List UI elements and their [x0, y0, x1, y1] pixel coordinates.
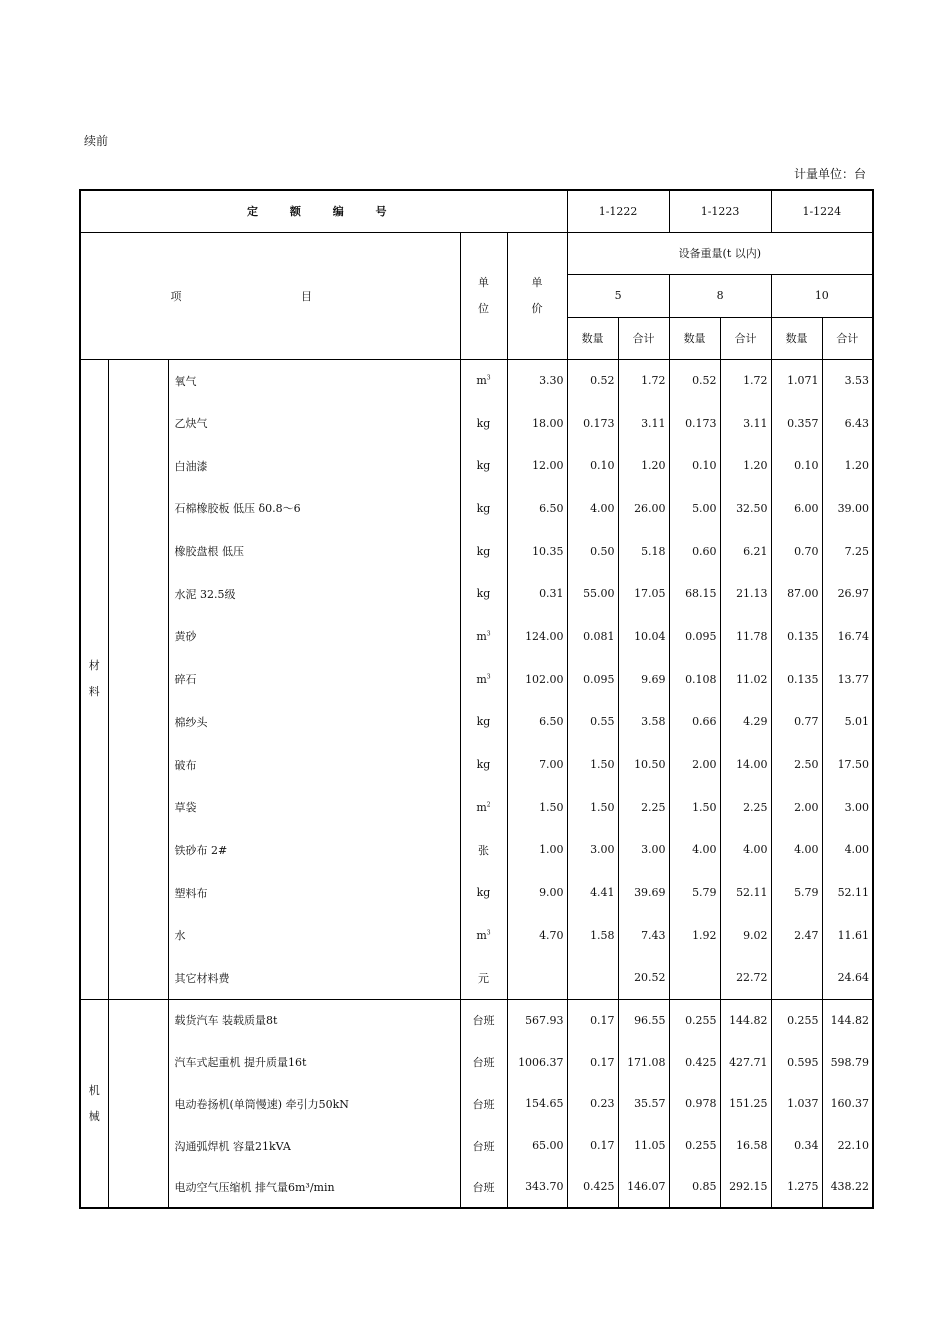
- item-price: 18.00: [507, 402, 567, 445]
- sum-5: 7.43: [618, 914, 669, 957]
- item-name: 电动空气压缩机 排气量6m³/min: [168, 1167, 460, 1209]
- sum-8: 1.20: [720, 444, 771, 487]
- qty-header: 数量: [567, 317, 618, 359]
- quota-number-header: 定 额 编 号: [80, 190, 567, 232]
- weight-8: 8: [669, 274, 771, 317]
- item-unit: $m^2$: [460, 786, 507, 829]
- sum-5: 26.00: [618, 487, 669, 530]
- sum-10: 144.82: [822, 999, 873, 1041]
- item-name: 塑料布: [168, 871, 460, 914]
- sum-header: 合计: [618, 317, 669, 359]
- sum-8: 22.72: [720, 957, 771, 1000]
- sum-10: 52.11: [822, 871, 873, 914]
- sum-10: 3.53: [822, 359, 873, 402]
- item-unit: $m^3$: [460, 658, 507, 701]
- sum-8: 1.72: [720, 359, 771, 402]
- item-name: 乙炔气: [168, 402, 460, 445]
- qty-8: 0.173: [669, 402, 720, 445]
- price-header: 单 价: [507, 232, 567, 359]
- item-name: 石棉橡胶板 低压 δ0.8～6: [168, 487, 460, 530]
- sum-5: 10.04: [618, 615, 669, 658]
- sum-5: 5.18: [618, 530, 669, 573]
- item-name: 沟通弧焊机 容量21kVA: [168, 1125, 460, 1167]
- table-row: [80, 999, 873, 1041]
- sum-10: 1.20: [822, 444, 873, 487]
- qty-10: 0.70: [771, 530, 822, 573]
- item-price: 4.70: [507, 914, 567, 957]
- qty-10: 0.34: [771, 1125, 822, 1167]
- item-name: 橡胶盘根 低压: [168, 530, 460, 573]
- sum-5: 39.69: [618, 871, 669, 914]
- sum-10: 13.77: [822, 658, 873, 701]
- sum-10: 3.00: [822, 786, 873, 829]
- table-row: [80, 487, 873, 530]
- table-row: [80, 1125, 873, 1167]
- table-row: [80, 743, 873, 786]
- table-row: [80, 530, 873, 573]
- sum-8: 144.82: [720, 999, 771, 1041]
- table-row: [80, 1167, 873, 1209]
- item-price: 0.31: [507, 572, 567, 615]
- qty-8: 0.52: [669, 359, 720, 402]
- item-price: 7.00: [507, 743, 567, 786]
- qty-5: 0.17: [567, 1125, 618, 1167]
- sum-5: 1.72: [618, 359, 669, 402]
- item-price: 1.50: [507, 786, 567, 829]
- item-name: 草袋: [168, 786, 460, 829]
- sum-5: 96.55: [618, 999, 669, 1041]
- sum-8: 32.50: [720, 487, 771, 530]
- sum-5: 3.00: [618, 829, 669, 872]
- sum-10: 26.97: [822, 572, 873, 615]
- sum-8: 11.02: [720, 658, 771, 701]
- qty-8: 0.60: [669, 530, 720, 573]
- qty-10: 1.037: [771, 1083, 822, 1125]
- table-row: [80, 914, 873, 957]
- item-name: 破布: [168, 743, 460, 786]
- item-price: 65.00: [507, 1125, 567, 1167]
- sum-10: 438.22: [822, 1167, 873, 1209]
- item-unit: 台班: [460, 999, 507, 1041]
- table-row: [80, 957, 873, 1000]
- qty-5: 0.17: [567, 999, 618, 1041]
- sum-header: 合计: [720, 317, 771, 359]
- sum-8: 16.58: [720, 1125, 771, 1167]
- item-name: 载货汽车 装载质量8t: [168, 999, 460, 1041]
- qty-10: 2.50: [771, 743, 822, 786]
- item-price: 3.30: [507, 359, 567, 402]
- item-price: 1006.37: [507, 1041, 567, 1083]
- table-row: [80, 1083, 873, 1125]
- item-unit: 台班: [460, 1125, 507, 1167]
- sum-5: 9.69: [618, 658, 669, 701]
- item-name: 氧气: [168, 359, 460, 402]
- qty-8: 2.00: [669, 743, 720, 786]
- table-row: [80, 829, 873, 872]
- item-price: [507, 957, 567, 1000]
- qty-10: 87.00: [771, 572, 822, 615]
- item-unit: kg: [460, 701, 507, 744]
- sum-5: 35.57: [618, 1083, 669, 1125]
- item-name: 白油漆: [168, 444, 460, 487]
- qty-10: 0.135: [771, 615, 822, 658]
- qty-8: 5.00: [669, 487, 720, 530]
- code-3: 1-1224: [771, 190, 873, 232]
- item-unit: kg: [460, 444, 507, 487]
- sum-8: 6.21: [720, 530, 771, 573]
- item-price: 9.00: [507, 871, 567, 914]
- qty-5: 1.50: [567, 743, 618, 786]
- sum-10: 24.64: [822, 957, 873, 1000]
- qty-10: 6.00: [771, 487, 822, 530]
- sum-10: 7.25: [822, 530, 873, 573]
- qty-5: 0.173: [567, 402, 618, 445]
- table-row: [80, 658, 873, 701]
- qty-8: 0.10: [669, 444, 720, 487]
- item-price: 124.00: [507, 615, 567, 658]
- qty-5: 3.00: [567, 829, 618, 872]
- sum-5: 17.05: [618, 572, 669, 615]
- table-row: [80, 1041, 873, 1083]
- qty-5: 0.17: [567, 1041, 618, 1083]
- qty-8: 0.66: [669, 701, 720, 744]
- item-price: 10.35: [507, 530, 567, 573]
- sum-10: 5.01: [822, 701, 873, 744]
- item-unit: 张: [460, 829, 507, 872]
- item-price: 6.50: [507, 487, 567, 530]
- sum-8: 9.02: [720, 914, 771, 957]
- qty-10: 4.00: [771, 829, 822, 872]
- qty-5: [567, 957, 618, 1000]
- sum-10: 17.50: [822, 743, 873, 786]
- code-2: 1-1223: [669, 190, 771, 232]
- item-name: 铁砂布 2#: [168, 829, 460, 872]
- qty-5: 1.50: [567, 786, 618, 829]
- code-1: 1-1222: [567, 190, 669, 232]
- qty-5: 0.55: [567, 701, 618, 744]
- materials-category-label: 材 料: [80, 359, 108, 999]
- qty-5: 0.425: [567, 1167, 618, 1209]
- item-price: 1.00: [507, 829, 567, 872]
- qty-header: 数量: [771, 317, 822, 359]
- item-header: 项 目: [80, 232, 460, 359]
- sum-8: 151.25: [720, 1083, 771, 1125]
- sum-5: 171.08: [618, 1041, 669, 1083]
- qty-8: 68.15: [669, 572, 720, 615]
- item-unit: kg: [460, 572, 507, 615]
- weight-10: 10: [771, 274, 873, 317]
- sum-8: 3.11: [720, 402, 771, 445]
- qty-5: 0.081: [567, 615, 618, 658]
- item-price: 12.00: [507, 444, 567, 487]
- table-row: [80, 615, 873, 658]
- item-unit: 元: [460, 957, 507, 1000]
- qty-8: 0.255: [669, 1125, 720, 1167]
- item-unit: $m^3$: [460, 615, 507, 658]
- table-row: [80, 786, 873, 829]
- unit-header: 单 位: [460, 232, 507, 359]
- qty-10: 2.47: [771, 914, 822, 957]
- qty-8: 0.425: [669, 1041, 720, 1083]
- item-unit: $m^3$: [460, 914, 507, 957]
- qty-10: 0.10: [771, 444, 822, 487]
- item-name: 碎石: [168, 658, 460, 701]
- qty-10: 5.79: [771, 871, 822, 914]
- item-name: 棉纱头: [168, 701, 460, 744]
- sum-5: 3.11: [618, 402, 669, 445]
- continued-label: 续前: [84, 134, 109, 148]
- qty-10: 2.00: [771, 786, 822, 829]
- qty-5: 0.50: [567, 530, 618, 573]
- item-price: 567.93: [507, 999, 567, 1041]
- item-unit: kg: [460, 871, 507, 914]
- table-row: [80, 359, 873, 402]
- qty-5: 0.095: [567, 658, 618, 701]
- sum-8: 4.29: [720, 701, 771, 744]
- item-price: 154.65: [507, 1083, 567, 1125]
- item-unit: 台班: [460, 1083, 507, 1125]
- sum-8: 21.13: [720, 572, 771, 615]
- weight-group-header: 设备重量(t 以内): [567, 232, 873, 274]
- qty-5: 55.00: [567, 572, 618, 615]
- item-name: 水泥 32.5级: [168, 572, 460, 615]
- item-name: 黄砂: [168, 615, 460, 658]
- qty-8: 0.85: [669, 1167, 720, 1209]
- item-unit: 台班: [460, 1041, 507, 1083]
- item-unit: kg: [460, 743, 507, 786]
- qty-10: 0.135: [771, 658, 822, 701]
- qty-8: 1.50: [669, 786, 720, 829]
- sum-5: 2.25: [618, 786, 669, 829]
- materials-subcategory: [108, 359, 168, 999]
- sum-5: 1.20: [618, 444, 669, 487]
- table-row: [80, 444, 873, 487]
- unit-label: 计量单位：台: [793, 167, 866, 181]
- table-row: [80, 871, 873, 914]
- weight-5: 5: [567, 274, 669, 317]
- item-name: 其它材料费: [168, 957, 460, 1000]
- sum-10: 598.79: [822, 1041, 873, 1083]
- qty-5: 4.41: [567, 871, 618, 914]
- item-name: 水: [168, 914, 460, 957]
- item-price: 343.70: [507, 1167, 567, 1209]
- qty-8: 1.92: [669, 914, 720, 957]
- qty-8: 0.978: [669, 1083, 720, 1125]
- qty-5: 0.52: [567, 359, 618, 402]
- qty-10: 0.357: [771, 402, 822, 445]
- qty-10: 1.275: [771, 1167, 822, 1209]
- qty-10: 0.255: [771, 999, 822, 1041]
- item-name: 汽车式起重机 提升质量16t: [168, 1041, 460, 1083]
- sum-10: 16.74: [822, 615, 873, 658]
- sum-5: 10.50: [618, 743, 669, 786]
- qty-8: 0.255: [669, 999, 720, 1041]
- qty-8: 5.79: [669, 871, 720, 914]
- item-unit: kg: [460, 530, 507, 573]
- qty-header: 数量: [669, 317, 720, 359]
- sum-8: 52.11: [720, 871, 771, 914]
- item-unit: kg: [460, 402, 507, 445]
- machinery-category-label: 机 械: [80, 999, 108, 1208]
- sum-10: 160.37: [822, 1083, 873, 1125]
- qty-10: 0.595: [771, 1041, 822, 1083]
- qty-5: 4.00: [567, 487, 618, 530]
- table-row: [80, 701, 873, 744]
- qty-5: 1.58: [567, 914, 618, 957]
- item-price: 6.50: [507, 701, 567, 744]
- qty-8: [669, 957, 720, 1000]
- qty-8: 0.108: [669, 658, 720, 701]
- table-row: [80, 402, 873, 445]
- sum-8: 14.00: [720, 743, 771, 786]
- item-name: 电动卷扬机(单筒慢速) 牵引力50kN: [168, 1083, 460, 1125]
- table-row: [80, 572, 873, 615]
- qty-10: 1.071: [771, 359, 822, 402]
- sum-8: 4.00: [720, 829, 771, 872]
- sum-5: 3.58: [618, 701, 669, 744]
- sum-8: 427.71: [720, 1041, 771, 1083]
- qty-8: 0.095: [669, 615, 720, 658]
- qty-5: 0.23: [567, 1083, 618, 1125]
- machinery-subcategory: [108, 999, 168, 1208]
- sum-10: 6.43: [822, 402, 873, 445]
- sum-5: 20.52: [618, 957, 669, 1000]
- sum-8: 2.25: [720, 786, 771, 829]
- sum-10: 11.61: [822, 914, 873, 957]
- sum-10: 22.10: [822, 1125, 873, 1167]
- qty-5: 0.10: [567, 444, 618, 487]
- sum-8: 11.78: [720, 615, 771, 658]
- item-unit: $m^3$: [460, 359, 507, 402]
- sum-10: 4.00: [822, 829, 873, 872]
- sum-header: 合计: [822, 317, 873, 359]
- quota-table: [79, 189, 874, 1209]
- qty-10: 0.77: [771, 701, 822, 744]
- sum-5: 11.05: [618, 1125, 669, 1167]
- qty-8: 4.00: [669, 829, 720, 872]
- item-unit: 台班: [460, 1167, 507, 1209]
- sum-5: 146.07: [618, 1167, 669, 1209]
- item-price: 102.00: [507, 658, 567, 701]
- sum-8: 292.15: [720, 1167, 771, 1209]
- item-unit: kg: [460, 487, 507, 530]
- sum-10: 39.00: [822, 487, 873, 530]
- qty-10: [771, 957, 822, 1000]
